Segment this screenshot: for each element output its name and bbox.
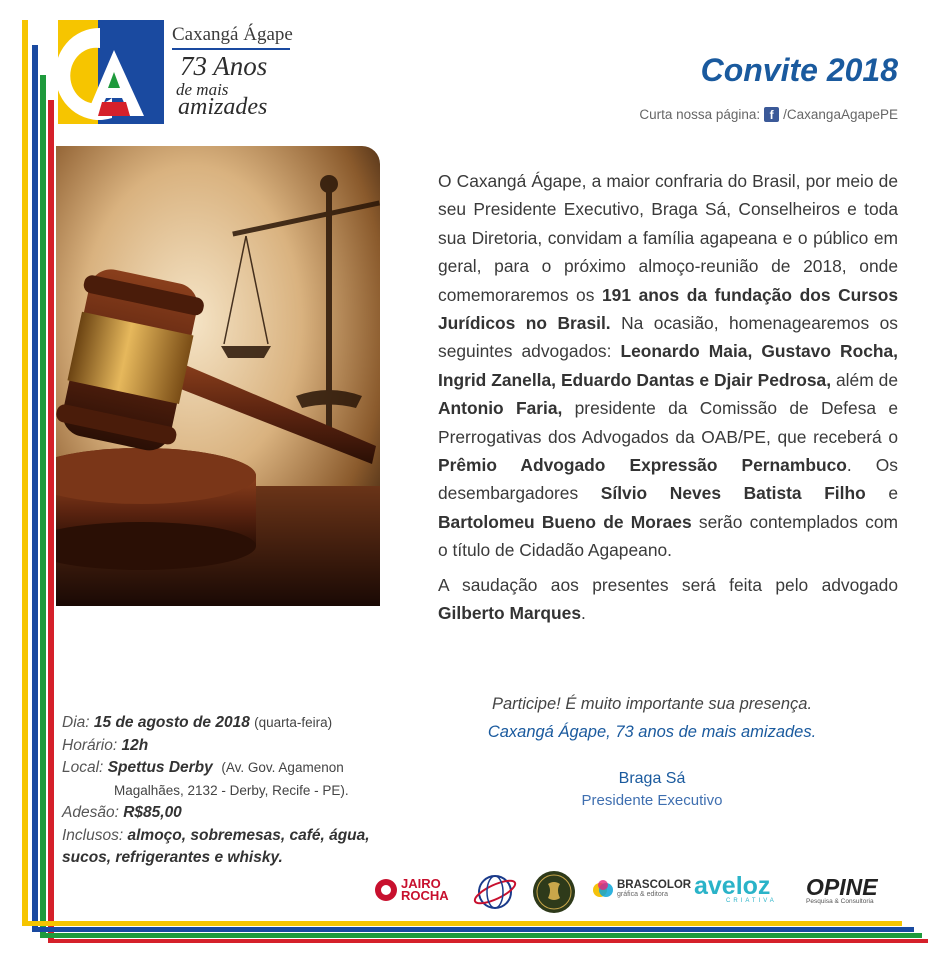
detail-time — [62, 735, 402, 758]
includes-value-1: almoço, sobremesas, café, água, — [127, 826, 370, 844]
facebook-prefix: Curta nossa página: — [639, 107, 761, 122]
bold-text-run: Leonardo Maia, Gustavo Rocha, Ingrid Zanella, Eduardo Dantas e Djair Pedrosa, — [438, 341, 898, 390]
border-stripe-red — [48, 100, 54, 942]
place-label: Local: — [62, 759, 104, 776]
bold-text-run: Bartolomeu Bueno de Moraes — [438, 511, 692, 532]
text-run: serão contemplados com o título de Cidadão Agapeano. — [438, 511, 898, 561]
signer-name: Braga Sá — [618, 770, 686, 787]
invitation-paragraph-1 — [438, 167, 898, 565]
border-stripe-green — [40, 75, 46, 935]
bottom-stripe-red — [48, 939, 928, 943]
bold-text-run: 191 anos da fundação dos Cursos Jurídicos no Brasil. — [438, 284, 898, 334]
time-value: 12h — [121, 736, 149, 754]
detail-includes — [62, 825, 402, 848]
bold-text-run: Sílvio Neves Batista Filho — [600, 483, 866, 504]
logo-brand-name: Caxangá Ágape — [172, 24, 293, 45]
detail-date — [62, 712, 402, 735]
jairo-rocha-line2: ROCHA — [401, 888, 449, 903]
detail-place-address — [62, 780, 402, 803]
clube-saude-icon — [532, 870, 576, 914]
bottom-stripe-green — [40, 933, 922, 938]
place-address-2: Magalhães, 2132 - Derby, Recife - PE). — [114, 782, 349, 798]
sponsor-opine-logo[interactable] — [806, 876, 878, 905]
facebook-line — [639, 107, 898, 122]
invitation-body — [438, 167, 898, 628]
logo-divider — [172, 48, 290, 50]
date-label: Dia: — [62, 714, 90, 731]
text-run: . Os desembargadores — [438, 455, 898, 504]
text-run: e — [865, 483, 899, 504]
detail-place — [62, 757, 402, 780]
includes-value-2: sucos, refrigerantes e whisky. — [62, 849, 283, 866]
closing-line-2: Caxangá Ágape, 73 anos de mais amizades. — [487, 723, 817, 741]
jairo-rocha-line1: JAIRO — [401, 876, 441, 891]
brascolor-icon — [592, 878, 614, 902]
aveloz-name: aveloz — [694, 872, 771, 900]
brascolor-name: BRASCOLOR — [617, 879, 692, 891]
facebook-handle-link[interactable]: /CaxangaAgapePE — [783, 107, 898, 122]
invitation-paragraph-2 — [438, 571, 898, 628]
logo-years: 73 Anos — [180, 51, 268, 81]
bold-text-run: Gilberto Marques — [438, 603, 582, 624]
text-run: . — [581, 603, 586, 624]
logo-tagline-top: de mais — [176, 80, 229, 99]
gavel-and-scales-photo — [56, 146, 380, 606]
border-stripe-yellow — [22, 20, 28, 925]
brascolor-sub: gráfica & editora — [617, 891, 668, 898]
sponsor-clube-saude-logo[interactable] — [532, 870, 576, 914]
text-run: O Caxangá Ágape, a maior confraria do Brasil, por meio de seu Presidente Executivo, Braga Sá, Conselheiros e toda sua Diretoria, convidam a família agapeana e o público em geral, para o próximo almoço-reunião de 2018, onde comemoraremos os — [438, 171, 898, 305]
detail-fee — [62, 802, 402, 825]
invitation-title: Convite 2018 — [700, 52, 898, 88]
bottom-stripe-yellow — [22, 921, 902, 926]
signer-role: Presidente Executivo — [581, 792, 723, 809]
bold-text-run: Antonio Faria, — [438, 398, 563, 419]
sponsor-globe-logo[interactable] — [472, 870, 518, 912]
text-run: A saudação aos presentes será feita pelo advogado — [438, 574, 898, 595]
date-value: 15 de agosto de 2018 — [93, 714, 250, 731]
event-details — [62, 712, 402, 870]
bottom-stripe-blue — [32, 927, 914, 932]
opine-sub: Pesquisa & Consultoria — [806, 898, 874, 905]
text-run: além de — [831, 369, 898, 390]
text-run: Na ocasião, homenagearemos os seguintes advogados: — [438, 313, 898, 362]
sponsor-jairo-rocha-logo[interactable] — [374, 878, 449, 902]
closing-line-1: Participe! É muito importante sua presença. — [491, 695, 813, 713]
closing-block — [420, 690, 884, 746]
border-stripe-blue — [32, 45, 38, 930]
caxanga-agape-logo-icon — [58, 20, 164, 124]
opine-name: OPINE — [806, 874, 878, 900]
includes-label: Inclusos: — [62, 826, 124, 844]
sponsor-logos — [372, 868, 902, 918]
detail-includes-cont — [62, 847, 402, 870]
logo-tagline-bottom: amizades — [178, 94, 268, 120]
sponsor-aveloz-logo[interactable] — [694, 874, 777, 904]
globe-icon — [472, 870, 518, 912]
aveloz-sub: CRIATIVA — [726, 898, 777, 904]
place-value: Spettus Derby — [107, 759, 213, 776]
text-run: presidente da Comissão de Defesa e Prerrogativas dos Advogados da OAB/PE, que receberá o — [438, 398, 899, 447]
time-label: Horário: — [62, 736, 118, 754]
place-address-1: (Av. Gov. Agamenon — [221, 760, 344, 775]
fee-label: Adesão: — [62, 804, 119, 821]
sponsor-brascolor-logo[interactable] — [592, 878, 691, 902]
facebook-icon: f — [764, 107, 779, 122]
bold-text-run: Prêmio Advogado Expressão Pernambuco — [438, 455, 847, 476]
date-note: (quarta-feira) — [254, 715, 333, 730]
jairo-rocha-icon — [374, 878, 398, 902]
fee-value: R$85,00 — [123, 804, 182, 821]
